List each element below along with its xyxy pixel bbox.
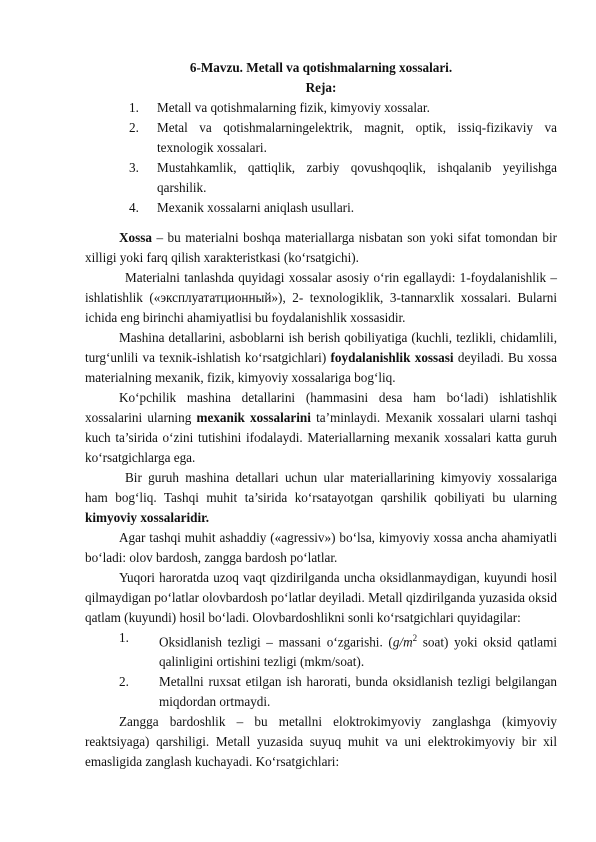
paragraph-definition [85, 228, 557, 268]
plan-item-number: 3. [129, 160, 139, 175]
unit-label: g/m [392, 634, 413, 650]
plan-item-text: Metal va qotishmalarningelektrik, magnit, optik, issiq-fizikaviy va texnologik xossalari. [157, 120, 557, 155]
paragraph-aggressive-medium: Agar tashqi muhit ashaddiy («agressiv») bo‘lsa, kimyoviy xossa ancha ahamiyatli bo‘ladi: olov bardosh, zangga bardosh po‘latlar. [85, 530, 557, 565]
term-operational-property: foydalanishlik xossasi [330, 350, 454, 365]
plan-item-text: Mexanik xossalarni aniqlash usullari. [157, 200, 355, 215]
plan-item [85, 158, 557, 198]
term-chemical-properties: kimyoviy xossalaridir. [85, 510, 210, 525]
plan-item-number: 4. [129, 200, 139, 215]
paragraph-selection: Materialni tanlashda quyidagi xossalar asosiy o‘rin egallaydi: 1-foydalanishlik – ishlatishlik («эксплуататционный»), 2- texnologiklik, 3-tannarxlik xossalari. Bularni ichida eng birinchi ahamiyatlisi bu foydalanishlik xossasidir. [85, 270, 557, 325]
paragraph-text: Ko‘pchilik mashina detallarini (hammasini desa ham bo‘ladi) ishlatishlik xossalarini ularning [85, 390, 557, 425]
paragraph-heat-resistance: Yuqori haroratda uzoq vaqt qizdirilganda uncha oksidlanmaydigan, kuyundi hosil qilmaydigan po‘latlar olovbardosh po‘latlar deyiladi. Metall qizdirilganda yuzasida oksid qatlam (kuyundi) hosil bo‘ladi. Olovbardoshlikni sonli ko‘rsatgichlari quyidagilar: [85, 570, 557, 625]
paragraph-text: – bu materialni boshqa materiallarga nisbatan son yoki sifat tomondan bir xilligi yoki farq qilish xarakteristkasi (ko‘rsatgichi). [85, 230, 557, 265]
numbered-item-text [159, 628, 557, 672]
paragraph-text: Mashina detallarini, asboblarni ish berish qobiliyatiga (kuchli, tezlikli, chidamlili, turg‘unlili va texnik-ishlatish ko‘rsatgichlari) [85, 330, 557, 365]
plan-item-number: 1. [129, 100, 139, 115]
plan-list [85, 98, 557, 218]
plan-item-text: Mustahkamlik, qattiqlik, zarbiy qovushqoqlik, ishqalanib yeyilishga qarshilik. [157, 160, 557, 195]
plan-item-number: 2. [129, 120, 139, 135]
numbered-item [85, 672, 557, 712]
paragraph-chemical [85, 468, 557, 528]
document-page [85, 58, 557, 772]
document-title: 6-Mavzu. Metall va qotishmalarning xossalari. [189, 60, 453, 75]
numbered-item-number: 2. [119, 674, 129, 690]
plan-item [85, 198, 557, 218]
plan-item-text: Metall va qotishmalarning fizik, kimyoviy xossalar. [157, 100, 430, 115]
paragraph-text: Bir guruh mashina detallari uchun ular materiallarining kimyoviy xossalariga ham bog‘liq. Tashqi muhit ta’sirida ko‘rsatayotgan qarshilik qobiliyati bu ularning [85, 470, 557, 505]
paragraph-operational [85, 328, 557, 388]
numbered-item-number: 1. [119, 630, 129, 645]
plan-item [85, 118, 557, 158]
paragraph-corrosion-resistance: Zangga bardoshlik – bu metallni eloktrokimyoviy zanglashga (kimyoviy reaktsiyaga) qarshiligi. Metall yuzasida suyuq muhit va uni elektrokimyoviy bir xil emasligida zanglash kuchayadi. Ko‘rsatgichlari: [85, 714, 557, 770]
plan-heading: Reja: [305, 80, 337, 95]
numbered-item-text: Metallni ruxsat etilgan ish harorati, bunda oksidlanish tezligi belgilangan miqdordan ortmaydi. [159, 674, 557, 710]
numbered-item [85, 628, 557, 672]
plan-item [85, 98, 557, 118]
numbered-item-text-part: Oksidlanish tezligi – massani o‘zgarishi. ( [159, 634, 393, 650]
numbered-item-text-part: soat) yoki oksid qatlami qalinligini ortishini tezligi (mkm/soat). [159, 634, 557, 670]
term-mechanical-properties: mexanik xossalarini [196, 410, 311, 425]
paragraph-mechanical [85, 388, 557, 468]
paragraph-text: ta’minlaydi. Mexanik xossalari ularni tashqi kuch ta’sirida o‘zini tutishini ifodalaydi. Materiallarning mexanik xossalari katta guruh ko‘rsatgichlarga ega. [85, 410, 558, 465]
term-xossa: Xossa [119, 230, 152, 245]
unit-exponent: 2 [412, 633, 418, 643]
paragraph-text: deyiladi. Bu xossa materialning mexanik, fizik, kimyoviy xossalariga bog‘liq. [85, 350, 557, 385]
